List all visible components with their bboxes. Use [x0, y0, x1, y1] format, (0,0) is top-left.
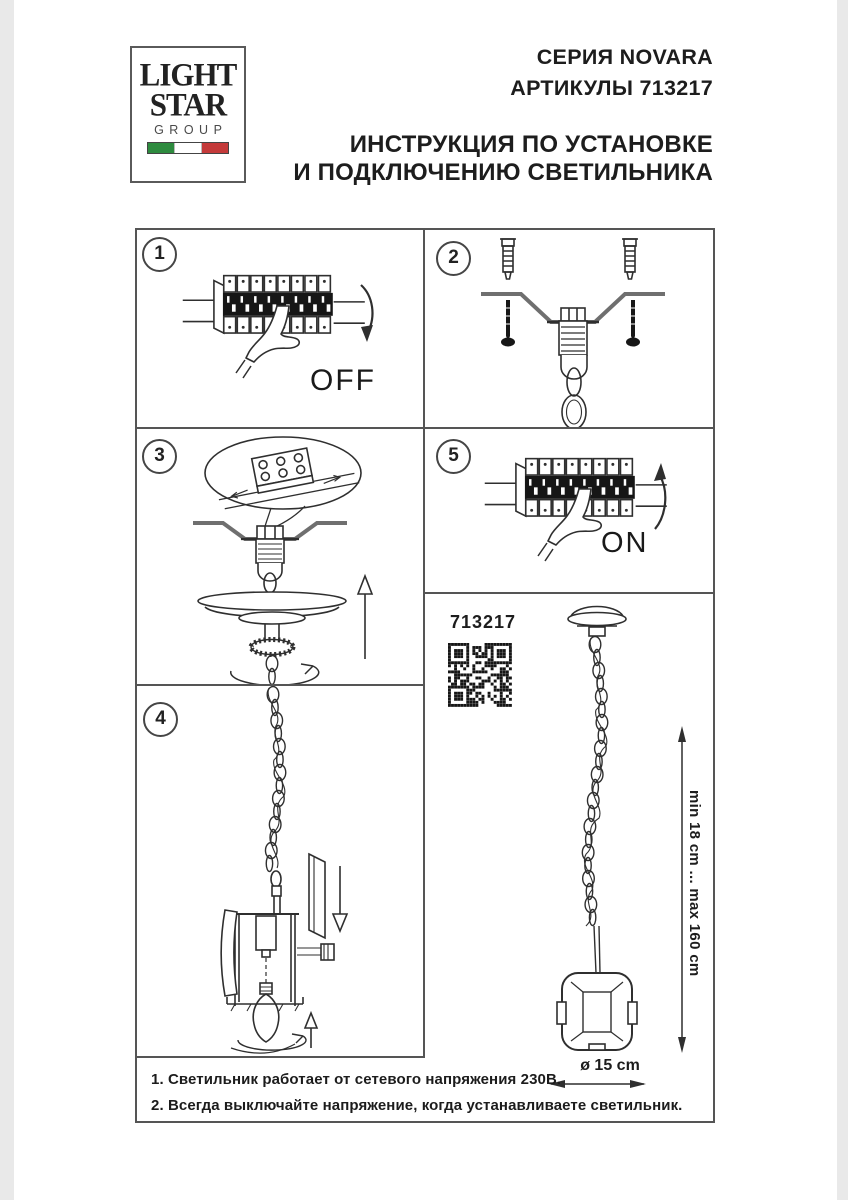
glass-panel — [221, 910, 237, 996]
lightstar-logo — [130, 46, 246, 183]
height-dimension-arrow — [678, 726, 686, 1053]
candle-bulb — [253, 994, 279, 1042]
step-3-wiring-canopy-drawing — [135, 429, 423, 684]
logo-group: GROUP — [154, 123, 228, 137]
glass-panel — [309, 854, 325, 938]
step-5-badge: 5 — [436, 439, 471, 474]
header-instruction-block — [293, 131, 713, 187]
step-2-bracket-mounting-drawing — [425, 230, 713, 427]
turn-up-arrow-icon — [655, 476, 665, 529]
step-3-badge: 3 — [142, 439, 177, 474]
step-1-badge: 1 — [142, 237, 177, 272]
flag-white — [174, 143, 202, 153]
header-series-block — [510, 42, 713, 104]
diameter-label: ø 15 cm — [580, 1057, 640, 1074]
instruction-line1: ИНСТРУКЦИЯ ПО УСТАНОВКЕ — [349, 131, 713, 158]
wall-plug-icon — [622, 239, 638, 279]
logo-star: STAR — [149, 86, 227, 123]
wall-plug-icon — [500, 239, 516, 279]
step-4-lamp-assembly-drawing — [135, 686, 423, 1056]
on-label: ON — [601, 527, 649, 559]
ceiling-canopy — [198, 592, 346, 610]
height-range-label: min 18 cm ... max 160 cm — [686, 790, 703, 977]
step-2-badge: 2 — [436, 241, 471, 276]
off-label: OFF — [310, 364, 376, 397]
bracket-nut — [561, 308, 585, 321]
grid-border-right — [713, 228, 715, 1123]
logo-light: LIGHT — [139, 56, 237, 93]
step-1-breaker-off-drawing — [135, 230, 423, 427]
lamp-socket — [256, 916, 276, 950]
italian-flag-icon — [147, 142, 229, 154]
flag-green — [148, 143, 174, 153]
grid-divider-panel4 — [135, 1056, 425, 1058]
instruction-line2: И ПОДКЛЮЧЕНИЮ СВЕТИЛЬНИКА — [293, 159, 713, 186]
note-line: 2. Всегда выключайте напряжение, когда устанавливаете светильник. — [151, 1097, 683, 1114]
chain — [265, 687, 285, 872]
scan-edge-right — [837, 0, 848, 1200]
article-number: 713217 — [450, 612, 517, 632]
product-dimensions-drawing — [425, 594, 713, 1123]
scan-edge-left — [0, 0, 14, 1200]
articles-title: АРТИКУЛЫ 713217 — [510, 76, 713, 100]
threaded-nipple — [559, 321, 587, 355]
qr-code — [448, 643, 512, 707]
lamp-shade — [562, 973, 632, 1050]
chain — [266, 656, 278, 685]
step-5-breaker-on-drawing — [425, 429, 713, 592]
series-title: СЕРИЯ NOVARA — [536, 45, 713, 69]
turn-down-arrow-icon — [361, 285, 372, 332]
note-line: 1. Светильник работает от сетевого напряжения 230В. — [151, 1071, 562, 1088]
safety-notes — [151, 1067, 711, 1119]
chain — [582, 637, 607, 927]
flag-red — [202, 143, 228, 153]
step-4-badge: 4 — [143, 702, 178, 737]
